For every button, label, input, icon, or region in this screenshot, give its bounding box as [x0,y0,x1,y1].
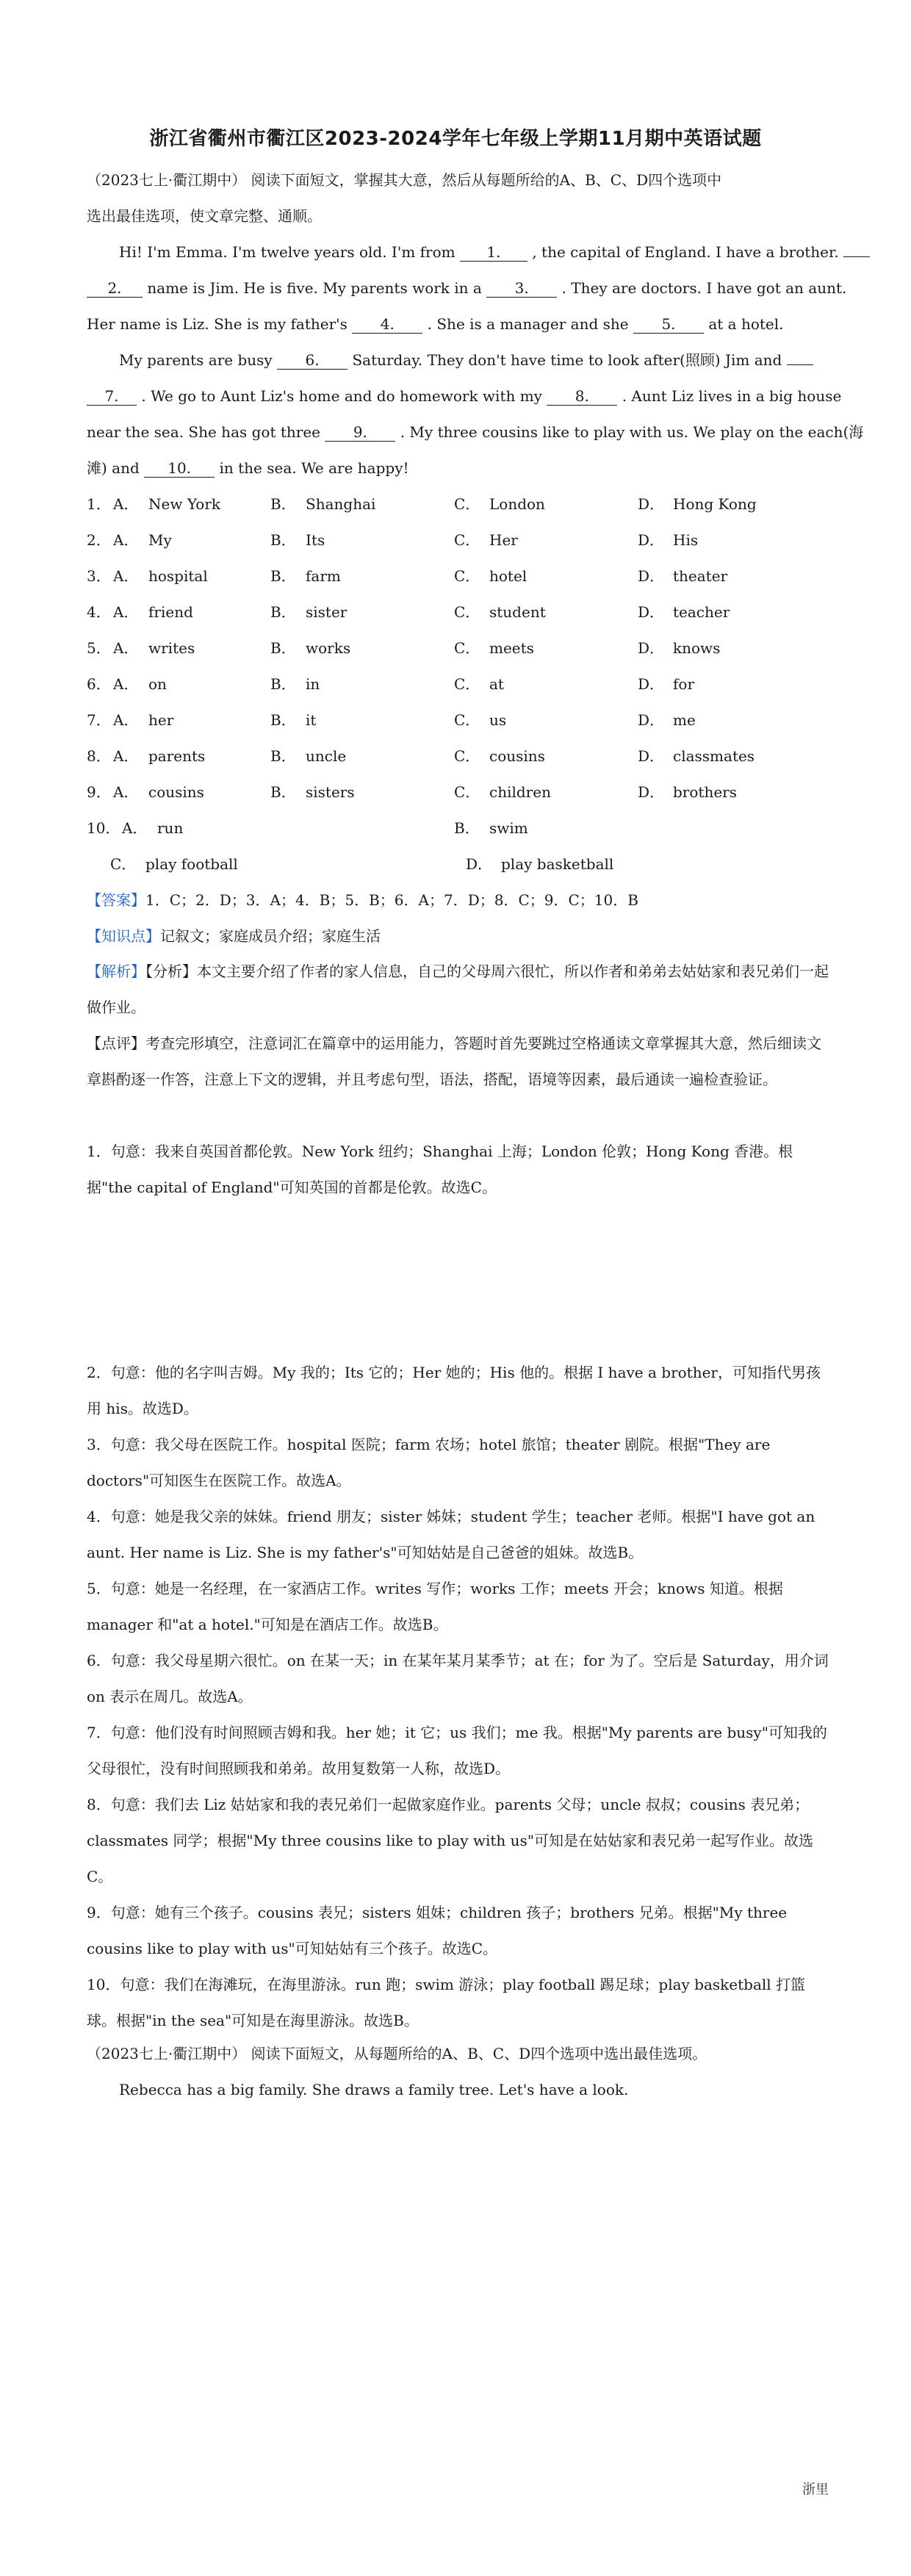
passage1-line [87,457,829,479]
option-c-label[interactable]: C． [454,567,480,585]
knowledge-line [87,925,829,947]
option-a-label[interactable]: A． [113,567,139,585]
option-a-text[interactable]: friend [148,603,193,621]
question-10-options [87,817,829,839]
blank-4: 4. [352,315,422,334]
option-d-text[interactable]: Hong Kong [673,495,757,513]
option-d-label[interactable]: D． [638,783,665,801]
option-b-label[interactable]: B． [270,639,296,657]
blank-7-start [787,364,813,365]
option-a-label[interactable]: A． [113,747,139,765]
explanation-9: 9．句意：她有三个孩子。cousins 表兄；sisters 姐妹；children 孩子；brothers 兄弟。根据"My three cousins like to play with us"可知姑姑有三个孩子。故选C。 [87,1904,788,1957]
option-b-text[interactable]: sisters [306,783,355,801]
question-number: 1． [87,495,111,513]
section1-instruction-cont: 选出最佳选项，使文章完整、通顺。 [87,207,322,225]
question-1-options [87,493,829,515]
explanation-7: 7．句意：他们没有时间照顾吉姆和我。her 她；it 它；us 我们；me 我。根据"My parents are busy"可知我的父母很忙，没有时间照顾我和弟弟。故用复数第一人称，故选D。 [87,1724,827,1777]
explanation-4: 4．句意：她是我父亲的妹妹。friend 朋友；sister 姊妹；student 学生；teacher 老师。根据"I have got an aunt. Her name is Liz. She is my father's"可知姑姑是自己爸爸的姐妹。故选B。 [87,1508,815,1561]
option-a-label[interactable]: A． [113,675,139,693]
option-c-label[interactable]: C． [454,783,480,801]
question-number: 5． [87,639,111,657]
option-d-text[interactable]: His [673,531,699,549]
question-3-options [87,565,829,587]
question-2-options [87,529,829,551]
answer-text: 1．C；2．D；3．A；4．B；5．B；6．A；7．D；8．C；9．C；10．B [145,891,638,909]
page-footer: 浙里 [802,2482,829,2497]
option-a-text[interactable]: her [148,711,174,729]
section1-instruction-line1: 阅读下面短文，掌握其大意，然后从每题所给的A、B、C、D四个选项中 [251,171,722,189]
passage-text: . We go to Aunt Liz's home and do homework with my [141,387,542,405]
option-d-label[interactable]: D． [638,747,665,765]
question-number: 8． [87,747,111,765]
option-c-label[interactable]: C． [454,711,480,729]
option-a-label[interactable]: A． [113,783,139,801]
option-b-text[interactable]: swim [489,819,528,837]
option-b-label[interactable]: B． [270,747,296,765]
option-c-label[interactable]: C． [454,675,480,693]
passage1-line [87,421,864,443]
passage-text: 滩) and [87,459,140,477]
section1-source: （2023七上·衢江期中） [87,171,247,189]
passage-text: Saturday. They don't have time to look after(照顾) Jim and [352,351,782,369]
option-d-label[interactable]: D． [638,495,665,513]
option-b-label[interactable]: B． [270,603,296,621]
option-d-text[interactable]: teacher [673,603,730,621]
option-b-label[interactable]: B． [270,531,296,549]
option-b-text[interactable]: farm [306,567,341,585]
option-b-label[interactable]: B． [270,567,296,585]
blank-1: 1. [460,243,527,262]
analysis-paragraph [87,954,829,1026]
knowledge-text: 记叙文；家庭成员介绍；家庭生活 [160,927,381,945]
option-c-text[interactable]: play football [145,855,238,873]
option-a-text[interactable]: hospital [148,567,208,585]
passage-text: . She is a manager and she [427,315,629,333]
passage1-line [87,385,842,407]
option-c-text[interactable]: cousins [489,747,545,765]
passage1-line [87,349,861,371]
option-c-text[interactable]: student [489,603,546,621]
option-c-label[interactable]: C． [454,747,480,765]
option-c-text[interactable]: meets [489,639,534,657]
option-b-label[interactable]: B． [270,495,296,513]
question-number: 2． [87,531,111,549]
option-d-label[interactable]: D． [638,639,665,657]
option-c-label[interactable]: C． [454,495,480,513]
option-b-text[interactable]: in [306,675,320,693]
explanation-5: 5．句意：她是一名经理，在一家酒店工作。writes 写作；works 工作；meets 开会；knows 知道。根据 manager 和"at a hotel."可知是在酒店工作。故选B。 [87,1580,783,1633]
question-6-options [87,673,829,695]
blank-10: 10. [144,459,215,478]
blank-9: 9. [325,423,395,442]
answer-tag: 【答案】 [87,891,145,909]
option-b-text[interactable]: it [306,711,317,729]
option-a-text[interactable]: on [148,675,167,693]
explanation-6: 6．句意：我父母星期六很忙。on 在某一天；in 在某年某月某季节；at 在；for 为了。空后是 Saturday，用介词 on 表示在周几。故选A。 [87,1652,829,1705]
section2-instruction [87,2043,829,2065]
option-b-label[interactable]: B． [270,711,296,729]
option-a-text[interactable]: New York [148,495,220,513]
passage-text: . They are doctors. I have got an aunt. [561,279,847,297]
question-number: 3． [87,567,111,585]
blank-2-start [843,256,870,257]
option-a-text[interactable]: writes [148,639,195,657]
option-b-text[interactable]: works [306,639,351,657]
option-a-text[interactable]: cousins [148,783,204,801]
option-d-text[interactable]: me [673,711,696,729]
blank-7: 7. [87,387,137,406]
passage1-line [87,241,861,263]
option-a-label[interactable]: A． [113,603,139,621]
option-a-label[interactable]: A． [122,819,148,837]
explanation-2: 2．句意：他的名字叫吉姆。My 我的；Its 它的；Her 她的；His 他的。根据 I have a brother，可知指代男孩用 his。故选D。 [87,1364,821,1417]
passage-text: . Aunt Liz lives in a big house [622,387,842,405]
comment-paragraph: 【点评】考查完形填空，注意词汇在篇章中的运用能力，答题时首先要跳过空格通读文章掌握其大意，然后细读文章斟酌逐一作答，注意上下文的逻辑，并且考虑句型，语法，搭配，语境等因素，最后通读一遍检查验证。 [87,1035,821,1088]
option-c-text[interactable]: children [489,783,551,801]
option-b-text[interactable]: uncle [306,747,347,765]
option-a-label[interactable]: A． [113,531,139,549]
option-c-label[interactable]: C． [454,531,480,549]
question-number: 7． [87,711,111,729]
question-5-options [87,637,829,659]
option-c-label[interactable]: C． [454,603,480,621]
option-d-text[interactable]: for [673,675,695,693]
passage-text: at a hotel. [708,315,784,333]
option-c-text[interactable]: London [489,495,545,513]
passage-text: My parents are busy [119,351,273,369]
option-a-text[interactable]: run [157,819,184,837]
analysis-tag: 【解析】 [87,963,145,980]
question-number: 4． [87,603,111,621]
option-b-label[interactable]: B． [270,675,296,693]
option-d-text[interactable]: classmates [673,747,755,765]
option-c-label[interactable]: C． [110,855,137,873]
option-d-label[interactable]: D． [638,675,665,693]
passage1-line [87,277,847,299]
analysis-text: 【分析】本文主要介绍了作者的家人信息，自己的父母周六很忙，所以作者和弟弟去姑姑家和表兄弟们一起做作业。 [87,963,829,1016]
explanation-3: 3．句意：我父母在医院工作。hospital 医院；farm 农场；hotel 旅馆；theater 剧院。根据"They are doctors"可知医生在医院工作。故选A。 [87,1436,771,1489]
section2-instruction-text: 阅读下面短文，从每题所给的A、B、C、D四个选项中选出最佳选项。 [251,2045,707,2062]
question-number: 6． [87,675,111,693]
question-4-options [87,601,829,623]
option-d-label[interactable]: D． [638,531,665,549]
explanation-8: 8．句意：我们去 Liz 姑姑家和我的表兄弟们一起做家庭作业。parents 父母；uncle 叔叔；cousins 表兄弟；classmates 同学；根据"My three cousins like to play with us"可知是在姑姑家和表兄弟一起写作业。故选C。 [87,1796,814,1885]
question-8-options [87,745,829,767]
option-d-text[interactable]: play basketball [501,855,614,873]
question-number: 10． [87,819,120,837]
question-9-options [87,781,829,803]
option-d-label[interactable]: D． [466,855,493,873]
passage1-line [87,313,829,335]
blank-2: 2. [87,279,143,298]
option-b-label[interactable]: B． [270,783,296,801]
option-b-text[interactable]: sister [306,603,348,621]
passage-text: in the sea. We are happy! [219,459,409,477]
option-d-label[interactable]: D． [638,711,665,729]
option-a-text[interactable]: My [148,531,172,549]
passage-text: name is Jim. He is five. My parents work in a [147,279,482,297]
option-d-text[interactable]: knows [673,639,721,657]
option-a-label[interactable]: A． [113,711,139,729]
passage-text: near the sea. She has got three [87,423,320,441]
passage-text: , the capital of England. I have a brother. [532,243,839,261]
page-title: 浙江省衢州市衢江区2023-2024学年七年级上学期11月期中英语试题 [149,128,762,150]
knowledge-tag: 【知识点】 [87,927,160,945]
section2-source: （2023七上·衢江期中） [87,2045,247,2062]
option-b-label[interactable]: B． [454,819,480,837]
explanation-1: 1．句意：我来自英国首都伦敦。New York 纽约；Shanghai 上海；London 伦敦；Hong Kong 香港。根据"the capital of England"可知英国的首都是伦敦。故选C。 [87,1143,793,1196]
answer-line [87,889,829,911]
option-c-text[interactable]: hotel [489,567,527,585]
option-c-label[interactable]: C． [454,639,480,657]
option-d-text[interactable]: theater [673,567,728,585]
explanation-10: 10．句意：我们在海滩玩，在海里游泳。run 跑；swim 游泳；play football 踢足球；play basketball 打篮球。根据"in the sea"可知是在海里游泳。故选B。 [87,1976,806,2029]
option-b-text[interactable]: Shanghai [306,495,376,513]
option-c-text[interactable]: at [489,675,504,693]
option-d-label[interactable]: D． [638,567,665,585]
option-b-text[interactable]: Its [306,531,325,549]
option-d-label[interactable]: D． [638,603,665,621]
option-c-text[interactable]: Her [489,531,518,549]
option-a-label[interactable]: A． [113,495,139,513]
question-number: 9． [87,783,111,801]
blank-8: 8. [547,387,617,406]
blank-5: 5. [633,315,704,334]
section1-instruction [87,169,829,191]
passage-text: Her name is Liz. She is my father's [87,315,348,333]
option-d-text[interactable]: brothers [673,783,737,801]
section2-passage-start: Rebecca has a big family. She draws a family tree. Let's have a look. [119,2081,629,2098]
passage-text: . My three cousins like to play with us. We play on the each(海 [400,423,864,441]
passage-text: Hi! I'm Emma. I'm twelve years old. I'm from [119,243,455,261]
blank-3: 3. [486,279,557,298]
option-a-text[interactable]: parents [148,747,206,765]
question-7-options [87,709,829,731]
question-10-options-row2 [87,853,829,875]
option-a-label[interactable]: A． [113,639,139,657]
option-c-text[interactable]: us [489,711,507,729]
blank-6: 6. [277,351,348,370]
